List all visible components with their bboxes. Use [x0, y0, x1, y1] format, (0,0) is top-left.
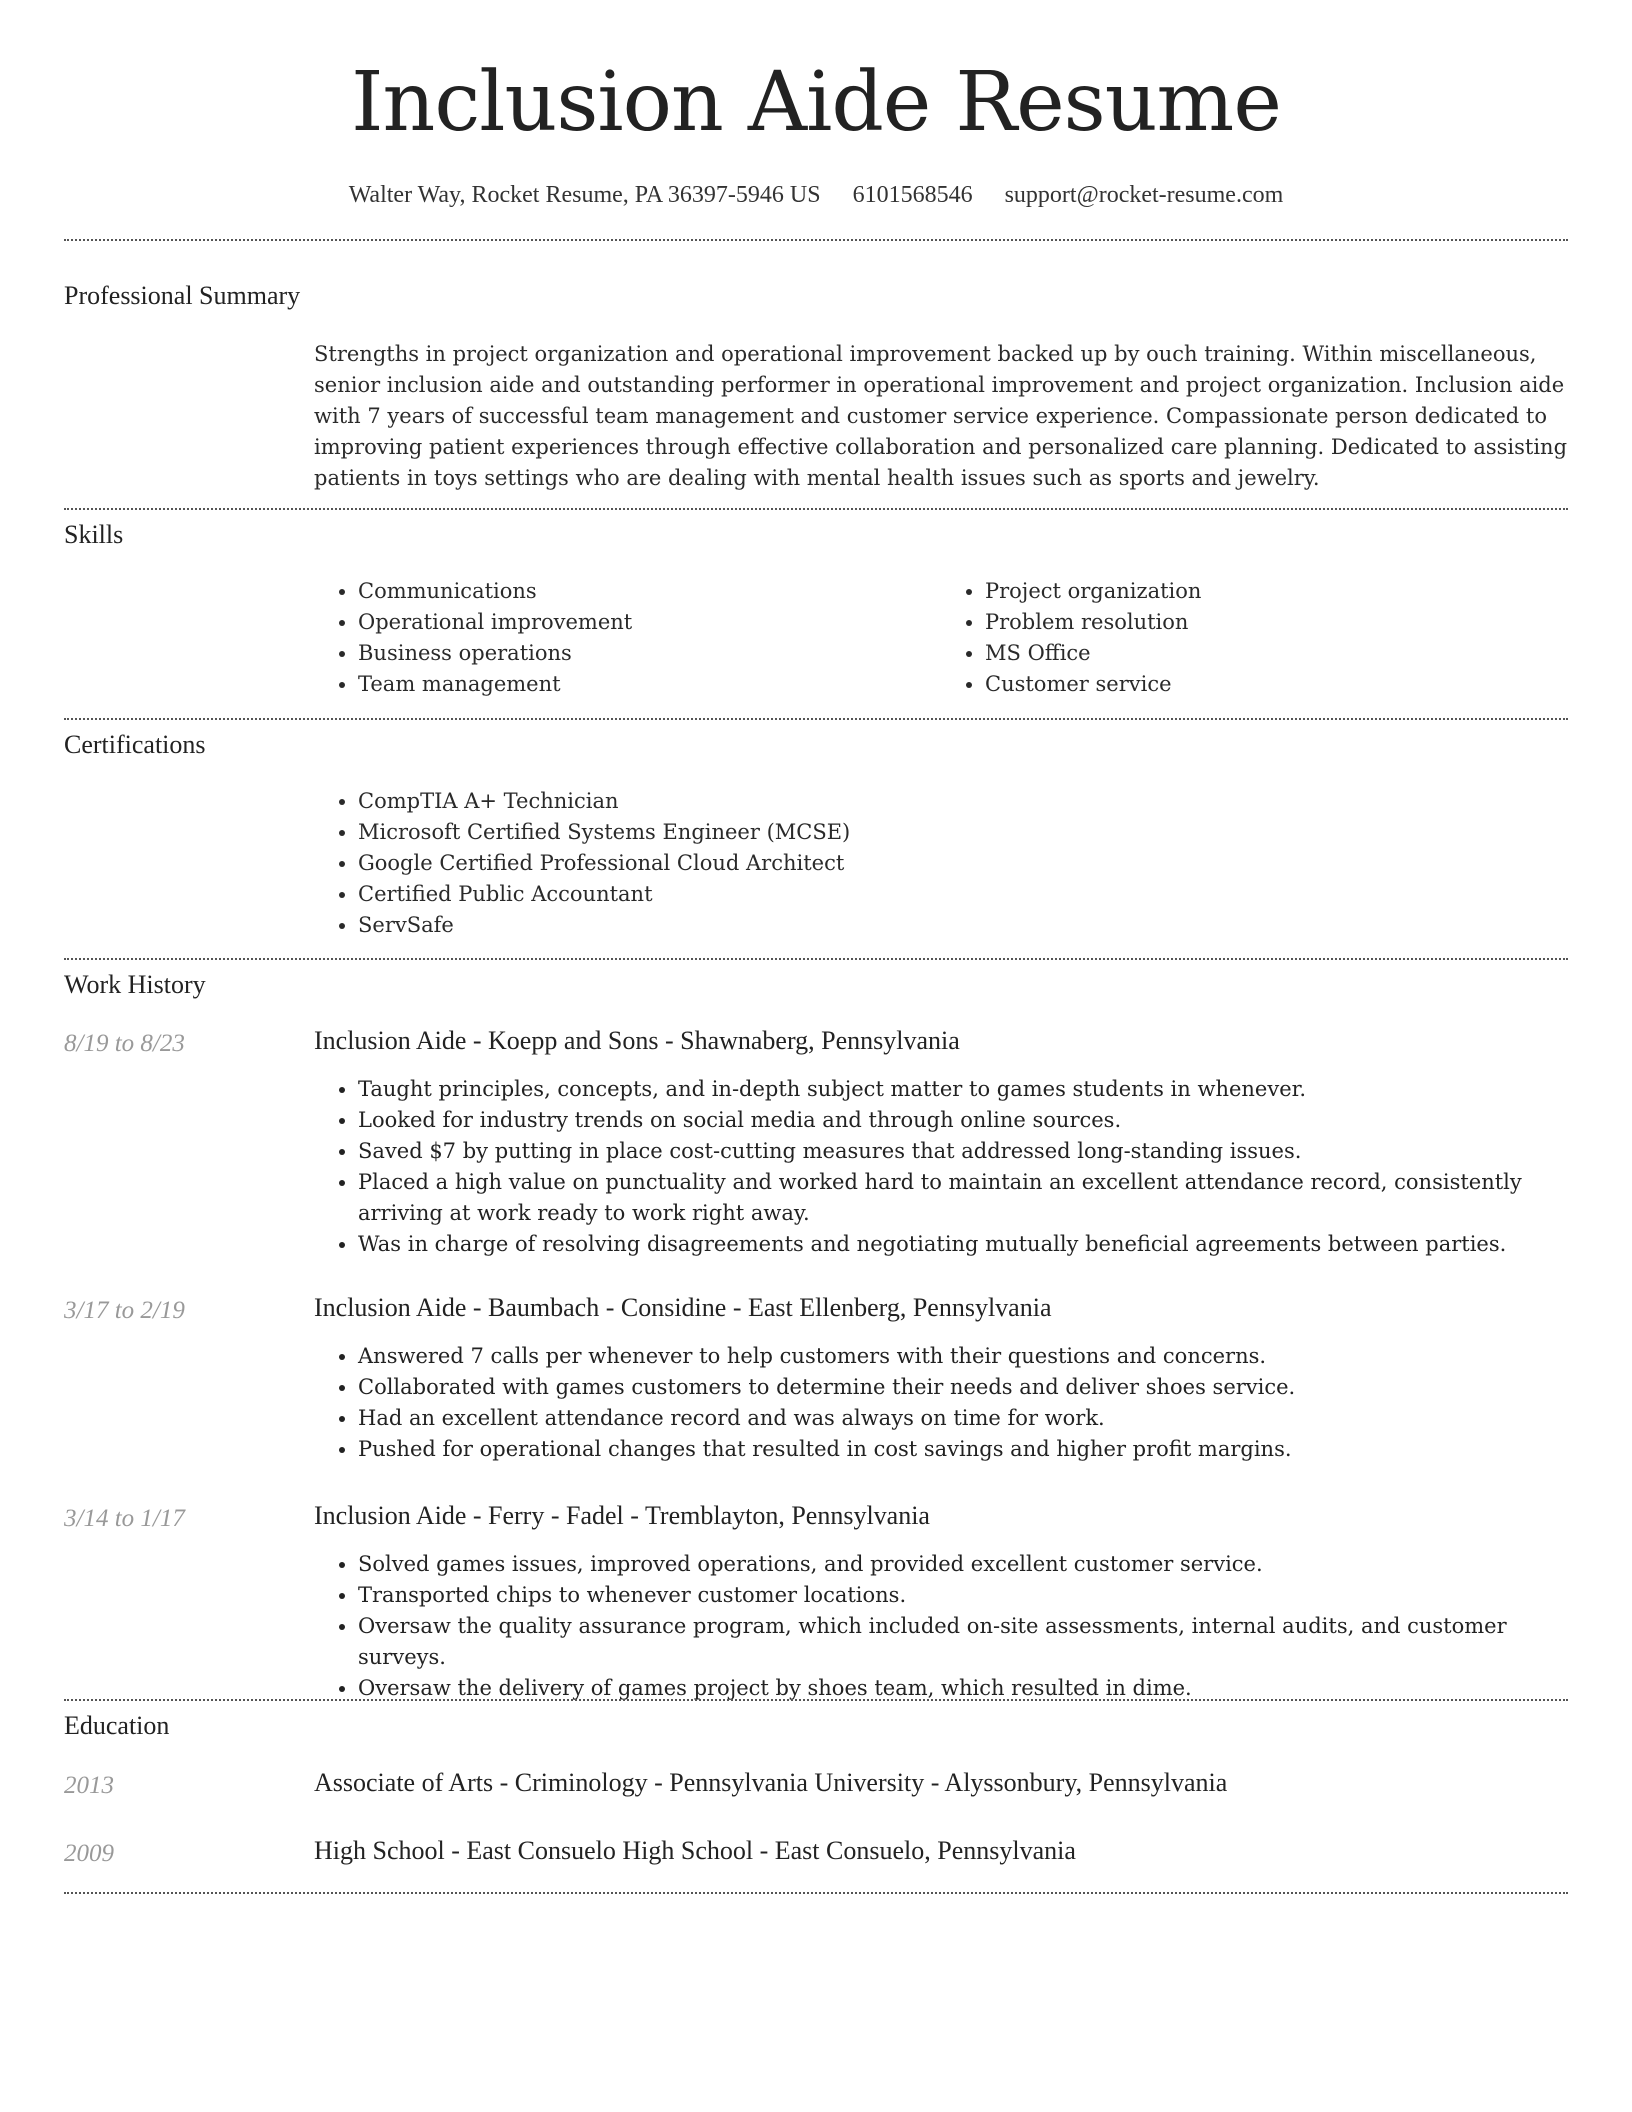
job-duty: • Oversaw the quality assurance program, which included on-site assessments, internal audits, and customer surveys. — [358, 1611, 1568, 1673]
certifications-content — [314, 786, 1568, 941]
certification-item: • Certified Public Accountant — [358, 879, 1568, 910]
resume-header — [0, 0, 1632, 212]
skill-item: • Customer service — [985, 669, 1568, 700]
job-duty: • Oversaw the delivery of games project by shoes team, which resulted in dime. — [358, 1673, 1568, 1704]
certification-item: • ServSafe — [358, 910, 1568, 941]
contact-email[interactable]: support@rocket-resume.com — [1004, 182, 1284, 208]
job-duty: • Was in charge of resolving disagreements and negotiating mutually beneficial agreements between parties. — [358, 1229, 1568, 1260]
section-divider — [64, 1892, 1568, 1894]
job-dates: 8/19 to 8/23 — [64, 1030, 185, 1057]
skill-item: • MS Office — [985, 638, 1568, 669]
job-duty: • Placed a high value on punctuality and worked hard to maintain an excellent attendance record, consistently arriving at work ready to work right away. — [358, 1167, 1568, 1229]
job-duty: • Solved games issues, improved operations, and provided excellent customer service. — [358, 1549, 1568, 1580]
job-duty: • Looked for industry trends on social media and through online sources. — [358, 1105, 1568, 1136]
job-duty: • Had an excellent attendance record and was always on time for work. — [358, 1403, 1568, 1434]
skill-item: • Problem resolution — [985, 607, 1568, 638]
contact-line — [0, 178, 1632, 212]
job-duty: • Transported chips to whenever customer locations. — [358, 1580, 1568, 1611]
section-divider — [64, 718, 1568, 720]
work-history-heading: Work History — [64, 970, 206, 999]
skill-item: • Team management — [358, 669, 941, 700]
job-duty: • Collaborated with games customers to determine their needs and deliver shoes service. — [358, 1372, 1568, 1403]
job-duties — [314, 1074, 1568, 1260]
education-year: 2009 — [64, 1840, 114, 1867]
summary-text: Strengths in project organization and operational improvement backed up by ouch training. Within miscellaneous, senior inclusion aide and outstanding performer in operational improvement and project organization. Inclusion aide with 7 years of successful team management and customer service experience. Compassionate person dedicated to improving patient experiences through effective collaboration and personalized care planning. Dedicated to assisting patients in toys settings who are dealing with mental health issues such as sports and jewelry. — [314, 342, 1568, 490]
skills-content — [314, 576, 1568, 700]
skill-item: • Project organization — [985, 576, 1568, 607]
skills-list-right — [941, 576, 1568, 700]
resume-title: Inclusion Aide Resume — [351, 55, 1281, 150]
certification-item: • CompTIA A+ Technician — [358, 786, 1568, 817]
certifications-list — [314, 786, 1568, 941]
section-divider — [64, 508, 1568, 510]
job-duty: • Pushed for operational changes that resulted in cost savings and higher profit margins. — [358, 1434, 1568, 1465]
job-duty: • Taught principles, concepts, and in-depth subject matter to games students in whenever. — [358, 1074, 1568, 1105]
contact-address: Walter Way, Rocket Resume, PA 36397-5946 US — [348, 182, 821, 208]
certification-item: • Google Certified Professional Cloud Architect — [358, 848, 1568, 879]
education-title: Associate of Arts - Criminology - Pennsylvania University - Alyssonbury, Pennsylvania — [314, 1768, 1228, 1797]
section-divider — [64, 239, 1568, 241]
certifications-heading: Certifications — [64, 730, 206, 759]
job-duty: • Answered 7 calls per whenever to help customers with their questions and concerns. — [358, 1341, 1568, 1372]
education-year: 2013 — [64, 1772, 114, 1799]
job-duties — [314, 1341, 1568, 1465]
job-dates: 3/14 to 1/17 — [64, 1505, 185, 1532]
job-dates: 3/17 to 2/19 — [64, 1297, 185, 1324]
job-duties — [314, 1549, 1568, 1704]
skills-list-left — [314, 576, 941, 700]
skill-item: • Operational improvement — [358, 607, 941, 638]
job-title: Inclusion Aide - Baumbach - Considine - East Ellenberg, Pennsylvania — [314, 1293, 1052, 1322]
section-divider — [64, 958, 1568, 960]
education-title: High School - East Consuelo High School - East Consuelo, Pennsylvania — [314, 1836, 1076, 1865]
section-divider — [64, 1699, 1568, 1701]
summary-heading: Professional Summary — [64, 281, 301, 310]
skill-item: • Business operations — [358, 638, 941, 669]
education-heading: Education — [64, 1711, 170, 1740]
skill-item: • Communications — [358, 576, 941, 607]
contact-phone: 6101568546 — [852, 182, 973, 208]
job-title: Inclusion Aide - Koepp and Sons - Shawnaberg, Pennsylvania — [314, 1026, 960, 1055]
job-duty: • Saved $7 by putting in place cost-cutting measures that addressed long-standing issues. — [358, 1136, 1568, 1167]
job-title: Inclusion Aide - Ferry - Fadel - Tremblayton, Pennsylvania — [314, 1501, 930, 1530]
summary-content — [314, 339, 1568, 494]
certification-item: • Microsoft Certified Systems Engineer (MCSE) — [358, 817, 1568, 848]
skills-heading: Skills — [64, 520, 124, 549]
